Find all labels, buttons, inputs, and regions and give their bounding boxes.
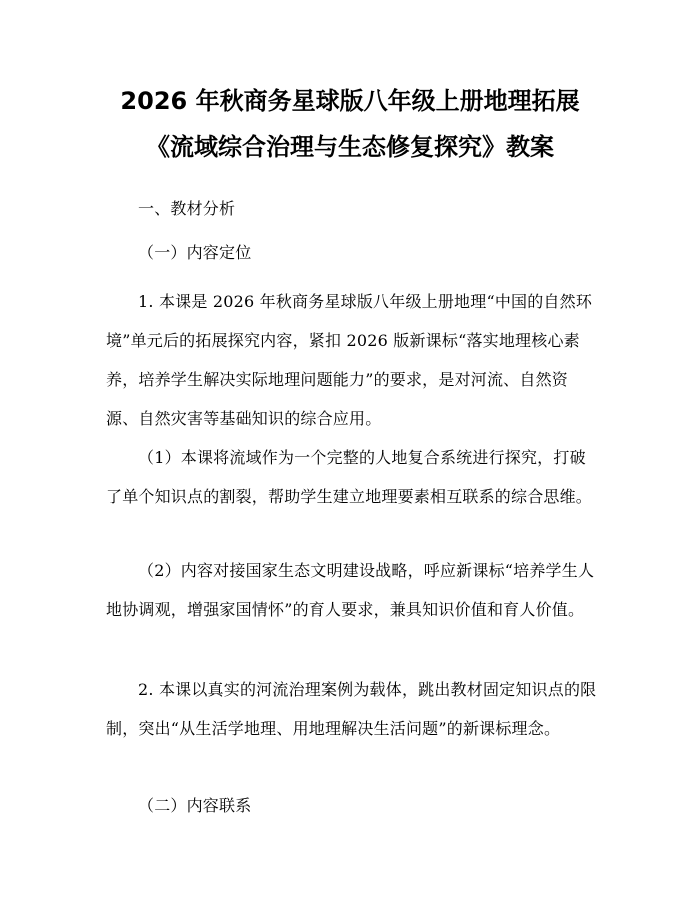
section-heading-textbook-analysis: 一、教材分析	[138, 199, 236, 218]
paragraph-subitem-1: （1）本课将流域作为一个完整的人地复合系统进行探究，打破了单个知识点的割裂，帮助学生建立地理要素相互联系的综合思维。	[106, 448, 593, 506]
paragraph-item-2: 2. 本课以真实的河流治理案例为载体，跳出教材固定知识点的限制，突出“从生活学地理、用地理解决生活问题”的新课标理念。	[106, 680, 597, 738]
subsection-heading-content-positioning: （一）内容定位	[138, 243, 252, 262]
document-title-line-1: 2026 年秋商务星球版八年级上册地理拓展	[120, 87, 580, 115]
document-title-line-2: 《流域综合治理与生态修复探究》教案	[146, 133, 554, 161]
paragraph-item-1: 1. 本课是 2026 年秋商务星球版八年级上册地理“中国的自然环境”单元后的拓展探究内容，紧扣 2026 版新课标“落实地理核心素养，培养学生解决实际地理问题能力”的要求，是对河流、自然资源、自然灾害等基础知识的综合应用。	[106, 292, 593, 428]
subsection-heading-content-links: （二）内容联系	[138, 796, 252, 815]
paragraph-subitem-2: （2）内容对接国家生态文明建设战略，呼应新课标“培养学生人地协调观，增强家国情怀”的育人要求，兼具知识价值和育人价值。	[106, 561, 595, 619]
